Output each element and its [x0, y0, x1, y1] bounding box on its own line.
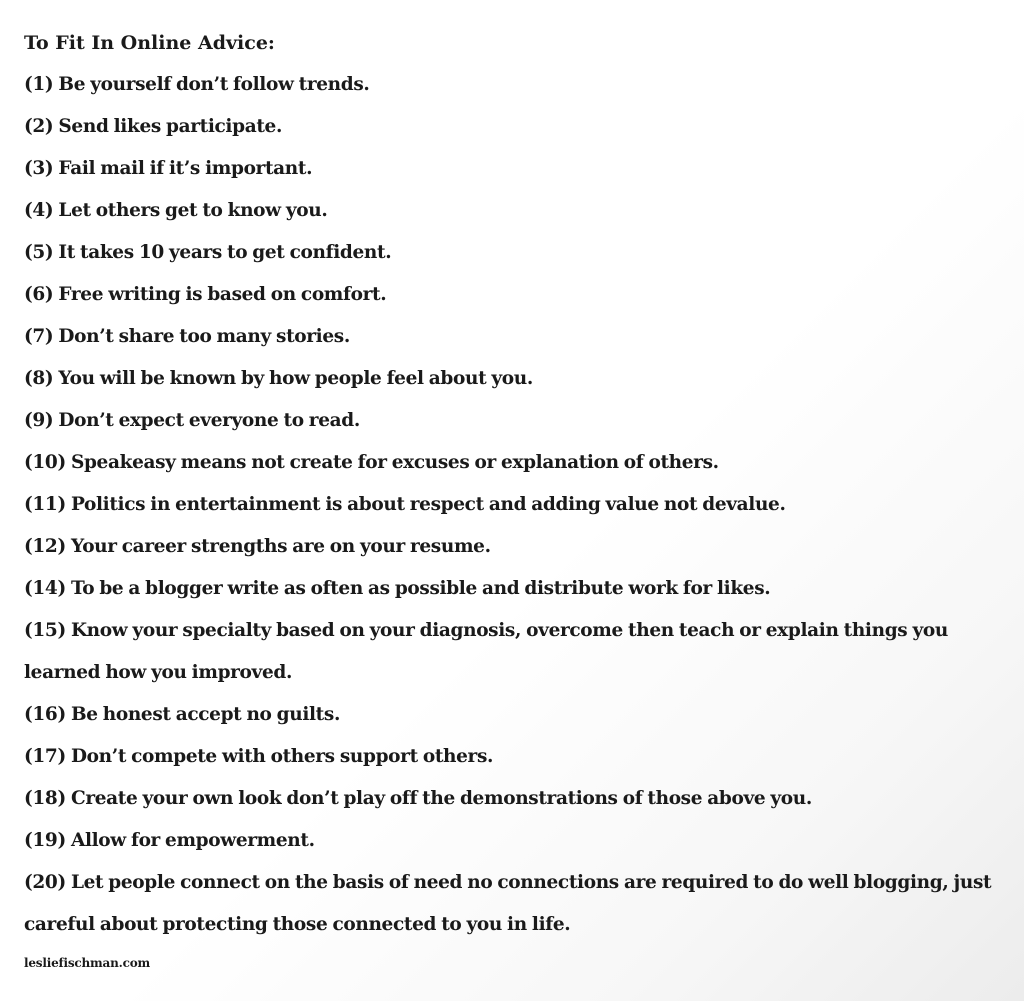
- advice-item-4: (4) Let others get to know you.: [24, 200, 328, 221]
- document-title: To Fit In Online Advice:: [24, 32, 275, 54]
- advice-document: [24, 22, 1004, 946]
- advice-item-15: (15) Know your specialty based on your diagnosis, overcome then teach or explain things you learned how you improved.: [24, 620, 948, 683]
- advice-item-1: (1) Be yourself don’t follow trends.: [24, 74, 370, 95]
- advice-item-5: (5) It takes 10 years to get confident.: [24, 242, 392, 263]
- advice-item-20: (20) Let people connect on the basis of need no connections are required to do well blogging, just careful about protecting those connected to you in life.: [24, 872, 992, 935]
- advice-item-18: (18) Create your own look don’t play off the demonstrations of those above you.: [24, 788, 812, 809]
- advice-item-11: (11) Politics in entertainment is about respect and adding value not devalue.: [24, 494, 786, 515]
- footer-website: lesliefischman.com: [24, 956, 150, 970]
- advice-item-7: (7) Don’t share too many stories.: [24, 326, 350, 347]
- advice-item-12: (12) Your career strengths are on your resume.: [24, 536, 491, 557]
- advice-item-10: (10) Speakeasy means not create for excuses or explanation of others.: [24, 452, 719, 473]
- advice-item-19: (19) Allow for empowerment.: [24, 830, 315, 851]
- advice-item-8: (8) You will be known by how people feel about you.: [24, 368, 533, 389]
- advice-item-3: (3) Fail mail if it’s important.: [24, 158, 313, 179]
- advice-item-17: (17) Don’t compete with others support others.: [24, 746, 494, 767]
- advice-list: [24, 64, 1004, 946]
- advice-item-14: (14) To be a blogger write as often as possible and distribute work for likes.: [24, 578, 771, 599]
- advice-item-6: (6) Free writing is based on comfort.: [24, 284, 387, 305]
- advice-item-9: (9) Don’t expect everyone to read.: [24, 410, 360, 431]
- advice-item-16: (16) Be honest accept no guilts.: [24, 704, 341, 725]
- advice-item-2: (2) Send likes participate.: [24, 116, 283, 137]
